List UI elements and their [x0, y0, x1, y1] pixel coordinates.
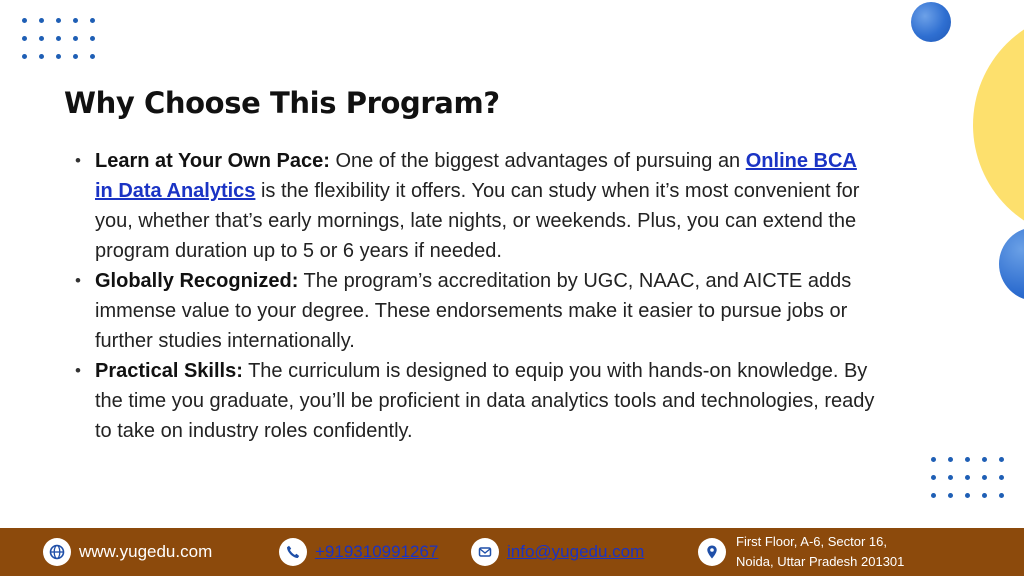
bullet-text: is the flexibility it offers. You can study when it’s most convenient for you, whether that’s early mornings, late nights, or weekends. Plus, you can extend the program duration up to 5 or 6 years if needed. [95, 180, 860, 262]
list-item [75, 356, 875, 446]
mail-icon [471, 538, 499, 566]
footer-phone [279, 528, 438, 576]
address-line-1: First Floor, A-6, Sector 16, [736, 534, 887, 549]
footer-website [43, 528, 212, 576]
footer-bar [0, 528, 1024, 576]
bullet-title: Learn at Your Own Pace: [95, 150, 330, 172]
list-item [75, 266, 875, 356]
footer-email [471, 528, 644, 576]
page-title: Why Choose This Program? [64, 86, 500, 120]
bullet-title: Globally Recognized: [95, 270, 299, 292]
online-bca-link[interactable]: Online BCA in Data Analytics [95, 150, 857, 202]
phone-link[interactable]: +919310991267 [315, 542, 439, 561]
footer-address [698, 528, 904, 576]
decorative-dot-grid-bottom-right [931, 457, 1004, 498]
website-text: www.yugedu.com [79, 542, 213, 561]
decorative-dot-grid-top-left [22, 18, 95, 59]
phone-icon [279, 538, 307, 566]
email-link[interactable]: info@yugedu.com [507, 542, 645, 561]
location-pin-icon [698, 538, 726, 566]
list-item [75, 146, 875, 266]
bullet-title: Practical Skills: [95, 360, 243, 382]
bullet-text: One of the biggest advantages of pursuing an [329, 150, 746, 172]
benefits-list [75, 146, 875, 446]
decorative-blue-circle [911, 2, 951, 42]
bullet-text: The curriculum is designed to equip you with hands-on knowledge. By the time you graduate, you’ll be proficient in data analytics tools and technologies, ready to take on industry roles confidently. [95, 360, 875, 442]
decorative-yellow-circle [973, 10, 1024, 240]
address-line-2: Noida, Uttar Pradesh 201301 [736, 554, 905, 569]
bullet-text: The program’s accreditation by UGC, NAAC, and AICTE adds immense value to your degree. These endorsements make it easier to pursue jobs or further studies internationally. [95, 270, 852, 352]
decorative-blue-circle-right [999, 227, 1024, 301]
address-text [736, 532, 904, 572]
globe-icon [43, 538, 71, 566]
